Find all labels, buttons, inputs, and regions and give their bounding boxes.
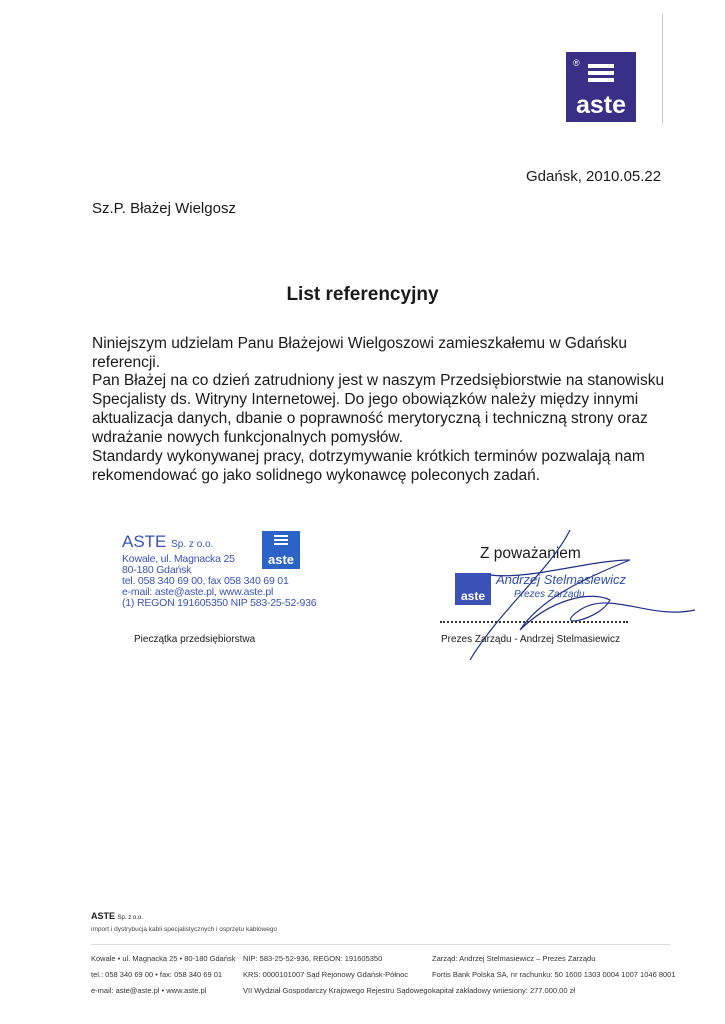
stamp-line: 80-180 Gdańsk — [122, 564, 192, 576]
addressee: Sz.P. Błażej Wielgosz — [92, 200, 236, 217]
signature-stamp-title: Prezes Zarządu — [514, 589, 585, 600]
footer-line: Kowale • ul. Magnacka 25 • 80-180 Gdańsk — [91, 954, 236, 963]
logo-bars-icon — [274, 535, 288, 547]
footer-address-column — [91, 951, 236, 999]
paragraph-body — [92, 371, 682, 485]
footer-company-name: ASTE — [91, 911, 116, 921]
logo-text: aste — [575, 91, 627, 119]
footer-line: NIP: 583-25-52-936, REGON: 191605350 — [243, 954, 383, 963]
signature-line — [440, 621, 628, 623]
stamp-line: Kowale, ul. Magnacka 25 — [122, 553, 235, 565]
footer-board-column — [432, 951, 676, 999]
stamp-company-suffix: Sp. z o.o. — [171, 539, 214, 550]
letter-title: List referencyjny — [286, 284, 439, 305]
stamp-caption: Pieczątka przedsiębiorstwa — [134, 634, 256, 645]
footer-line: e-mail: aste@aste.pl • www.aste.pl — [91, 986, 207, 995]
signature-logo-text: aste — [460, 589, 486, 603]
stamp-line: e-mail: aste@aste.pl, www.aste.pl — [122, 586, 274, 598]
letter-date: Gdańsk, 2010.05.22 — [526, 168, 662, 185]
footer-line: Zarząd: Andrzej Stelmasiewicz – Prezes Zarządu — [432, 954, 596, 963]
margin-rule — [662, 14, 663, 124]
footer-description: import i dystrybucja kabli specjalistycznych i osprzętu kablowego — [91, 926, 278, 933]
signer-caption: Prezes Zarządu - Andrzej Stelmasiewicz — [441, 634, 620, 645]
footer-line: KRS: 0000101007 Sąd Rejonowy Gdańsk-Północ — [243, 970, 409, 979]
paragraph-intro: Niniejszym udzielam Panu Błażejowi Wielgoszowi zamieszkałemu w Gdańsku referencji. — [92, 335, 627, 371]
footer-line: kapitał zakładowy wniesiony: 277.000,00 zł — [432, 986, 576, 995]
handwritten-signature — [430, 520, 700, 670]
stamp-logo-text: aste — [267, 552, 295, 567]
footer-company — [91, 911, 143, 921]
aste-logo — [566, 52, 636, 122]
signature-stamp-name: Andrzej Stelmasiewicz — [496, 572, 627, 587]
stamp-logo — [262, 531, 300, 569]
footer-line: Fortis Bank Polska SA, nr rachunku: 50 1600 1303 0004 1007 1046 8001 — [432, 970, 676, 979]
footer-line: VII Wydział Gospodarczy Krajowego Rejestru Sądowego — [243, 986, 432, 995]
closing-regards: Z poważaniem — [480, 545, 581, 562]
footer-registry-column — [243, 951, 432, 999]
stamp-line: tel. 058 340 69 00, fax 058 340 69 01 — [122, 575, 289, 587]
registered-mark: ® — [573, 58, 580, 68]
footer-line: tel.: 058 340 69 00 • fax: 058 340 69 01 — [91, 970, 223, 979]
footer-company-suffix: Sp. z o.o. — [117, 915, 143, 921]
logo-bars-icon — [588, 64, 614, 85]
paragraph-recommendation: Standardy wykonywanej pracy, dotrzymywanie krótkich terminów pozwalają nam rekomendować go jako solidnego wykonawcę poleconych zadań. — [92, 448, 645, 484]
paragraph-duties: Pan Błażej na co dzień zatrudniony jest w naszym Przedsiębiorstwie na stanowisku Specjalisty ds. Witryny Internetowej. Do jego obowiązków należy między innymi aktualizacja danych, dbanie o poprawność merytoryczną i techniczną strony oraz wdrażanie nowych funkcjonalnych pomysłów. — [92, 372, 665, 446]
footer-divider — [91, 944, 671, 945]
stamp-company-name: ASTE — [122, 532, 167, 551]
stamp-line: (1) REGON 191605350 NIP 583-25-52-936 — [122, 597, 317, 609]
